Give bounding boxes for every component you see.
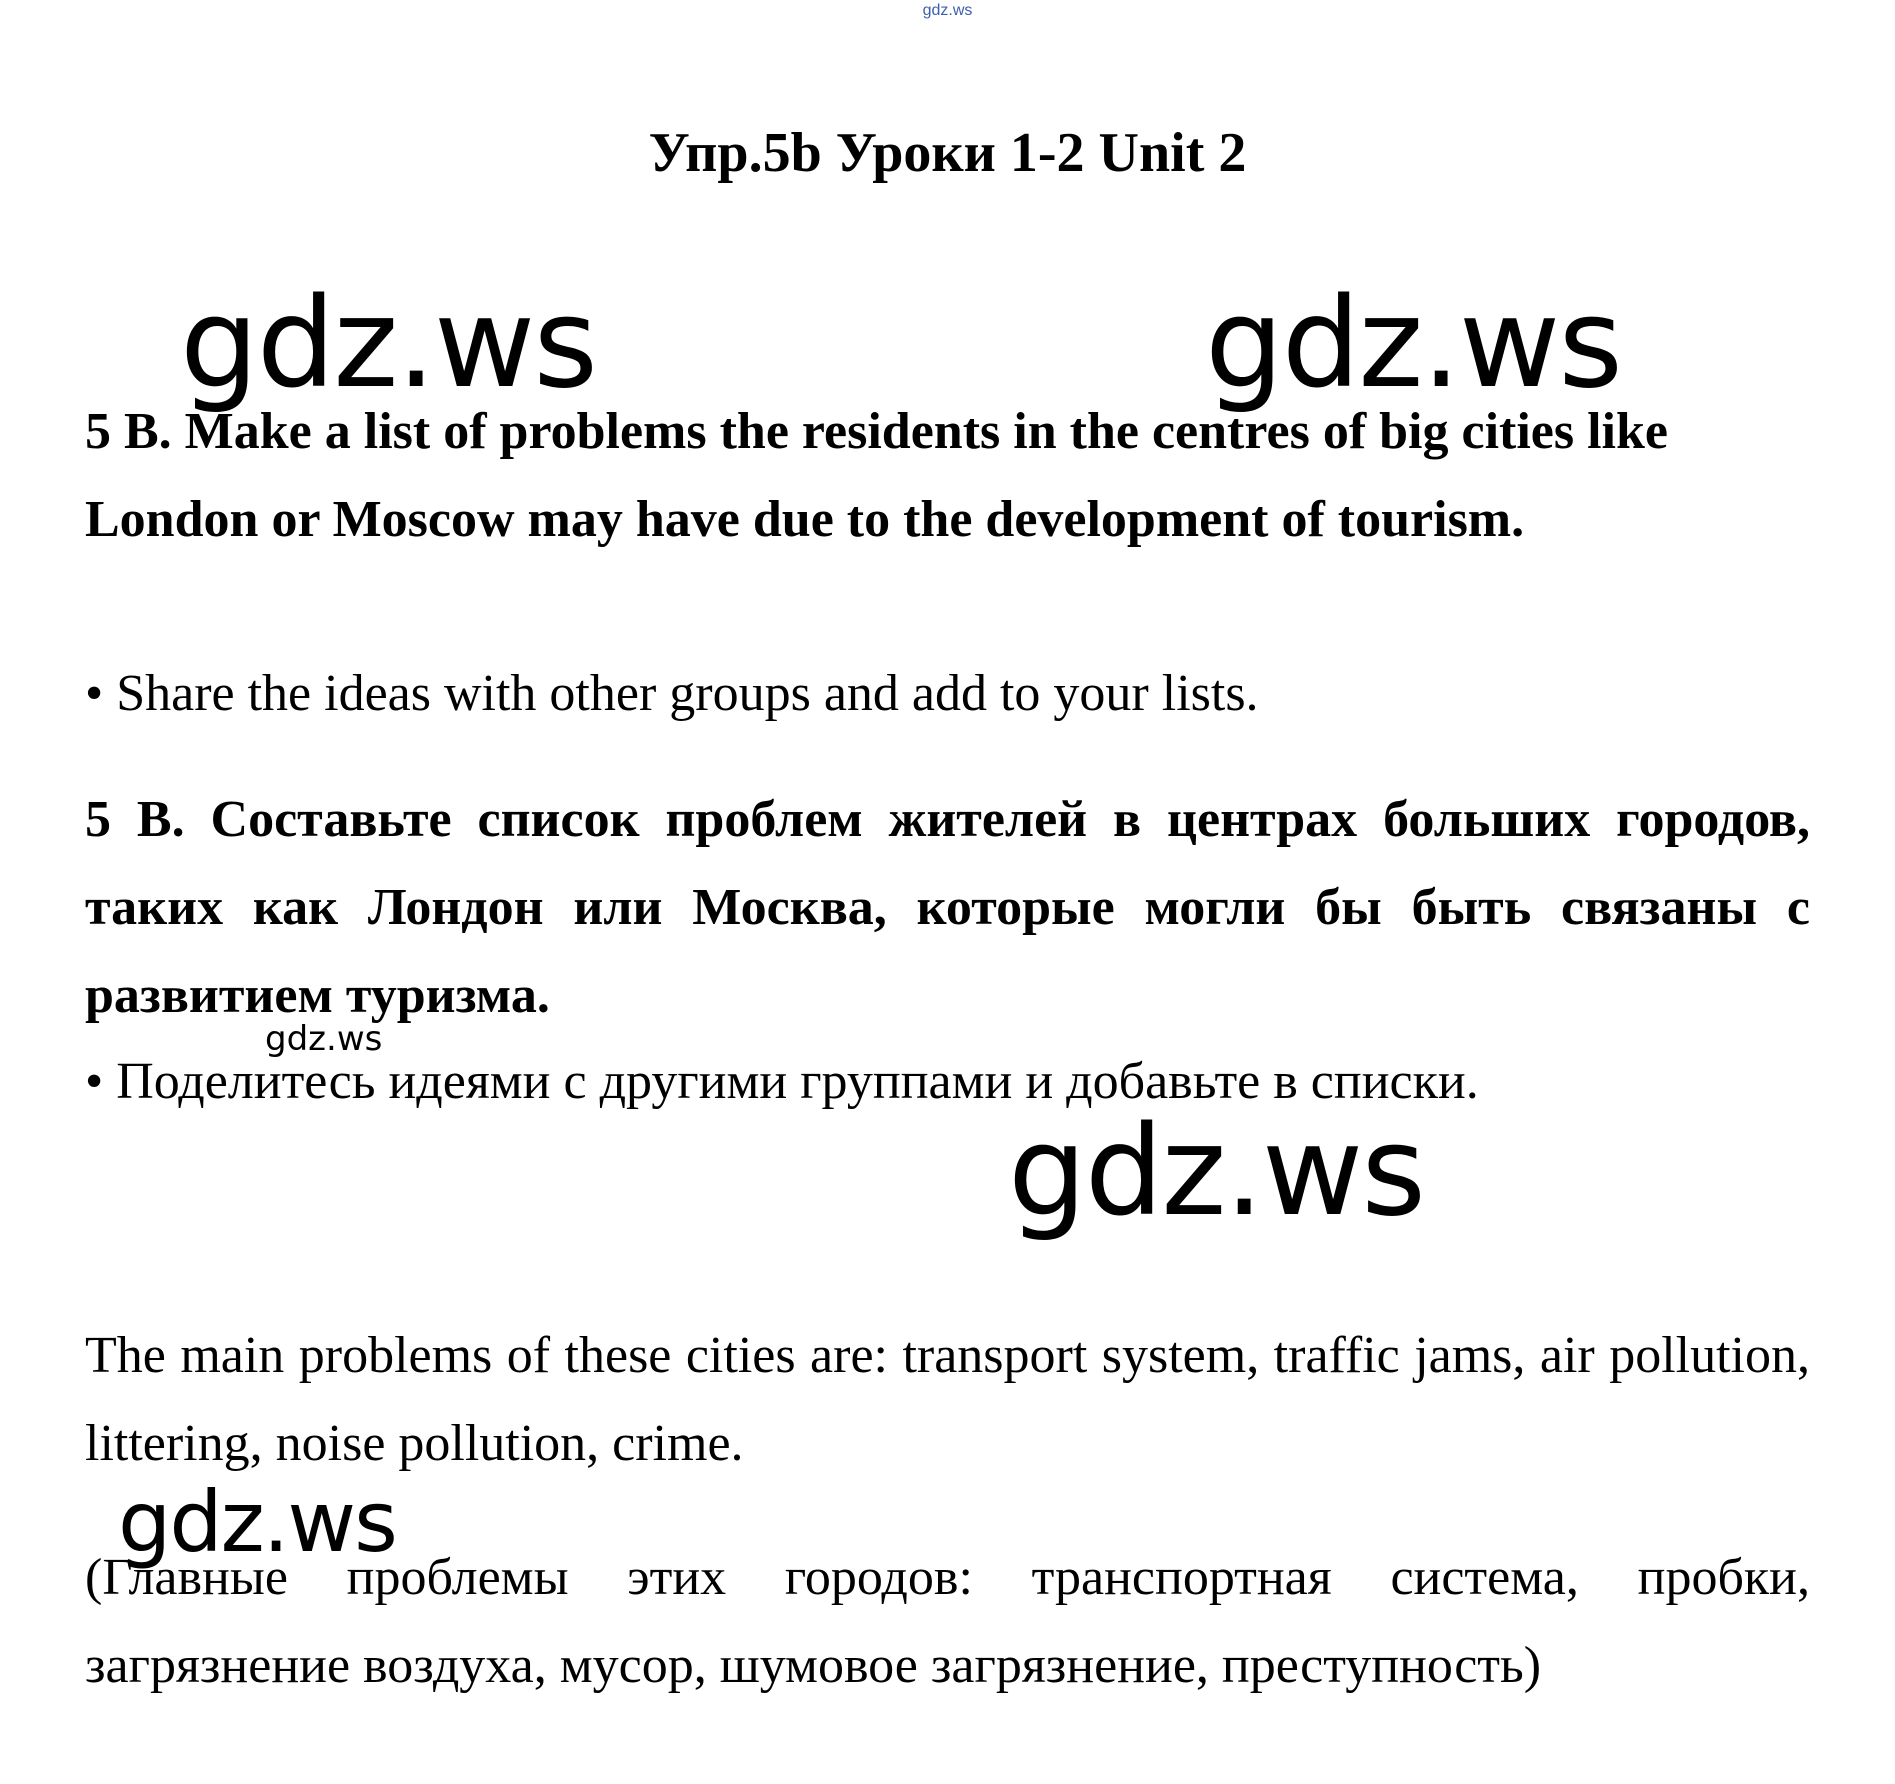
task-bullet-ru: • Поделитесь идеями с другими группами и добавьте в списки. xyxy=(85,1053,1479,1110)
page-title: Упр.5b Уроки 1-2 Unit 2 xyxy=(648,122,1247,184)
watermark-bottom-left: gdz.ws xyxy=(118,1473,396,1571)
watermark-top-right: gdz.ws xyxy=(1205,272,1621,416)
task-bullet-en: • Share the ideas with other groups and add to your lists. xyxy=(85,665,1259,722)
site-mark: gdz.ws xyxy=(922,2,973,19)
answer-ru: (Главные проблемы этих городов: транспортная система, пробки, загрязнение воздуха, мусор, шумовое загрязнение, преступность) xyxy=(85,1549,1810,1694)
watermark-small: gdz.ws xyxy=(265,1019,383,1059)
watermark-middle: gdz.ws xyxy=(1008,1100,1424,1244)
watermark-top-left: gdz.ws xyxy=(180,272,596,416)
task-heading-ru: 5 B. Составьте список проблем жителей в центрах больших городов, таких как Лондон или Москва, которые могли бы быть связаны с развитием туризма. xyxy=(85,791,1810,1024)
task-heading-en: 5 B. Make a list of problems the residents in the centres of big cities like London or Moscow may have due to the development of tourism. xyxy=(85,403,1669,548)
answer-en: The main problems of these cities are: transport system, traffic jams, air pollution, littering, noise pollution, crime. xyxy=(85,1327,1810,1472)
